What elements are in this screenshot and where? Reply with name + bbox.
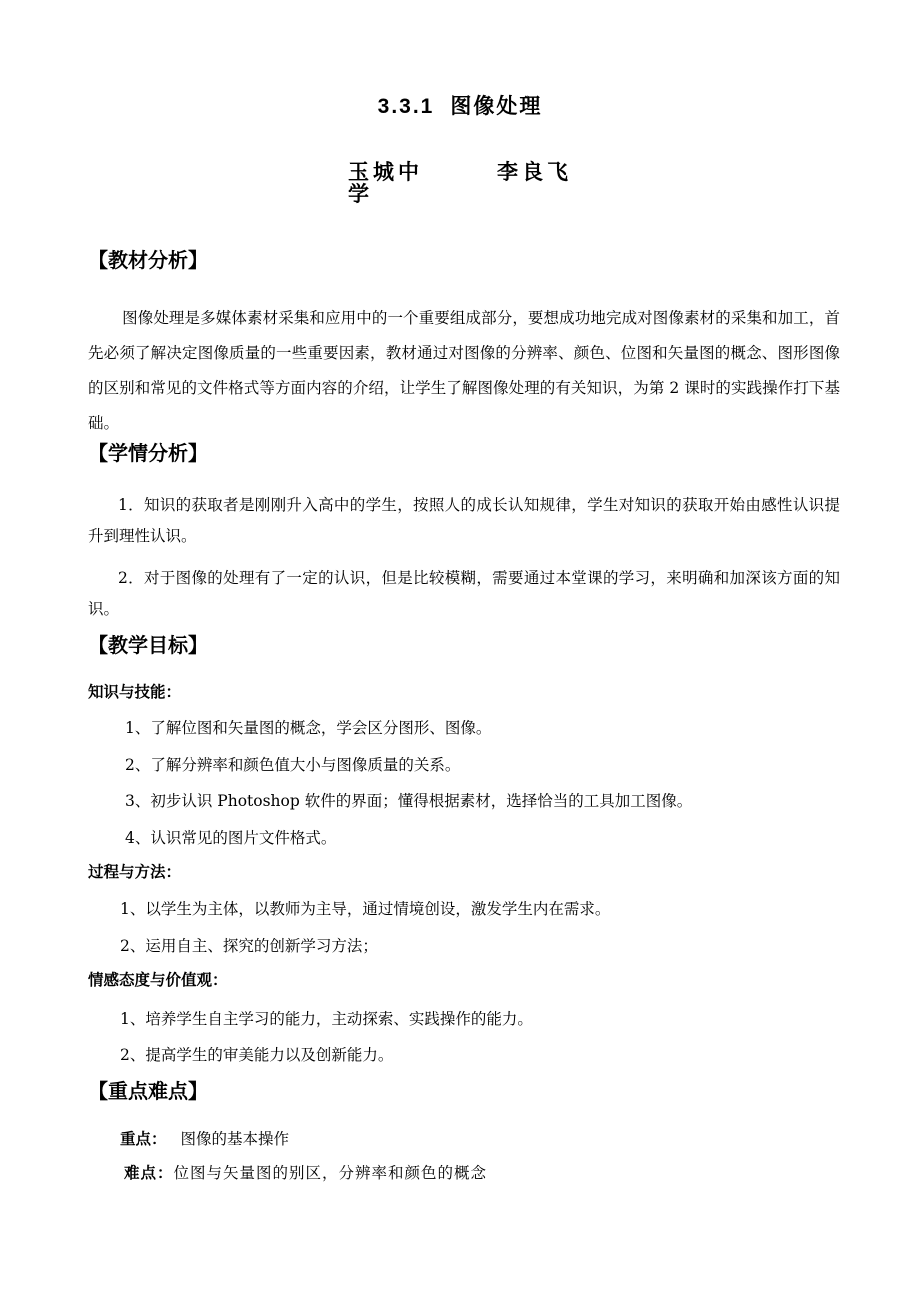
process-methods-item-2: 2、运用自主、探究的创新学习方法； <box>120 937 378 955</box>
author-name: 李良飞 <box>497 161 572 184</box>
difficult-point-text: 位图与矢量图的别区，分辨率和颜色的概念 <box>173 1164 488 1182</box>
heading-teaching-goals: 【教学目标】 <box>88 635 208 657</box>
knowledge-skills-item-2: 2、了解分辨率和颜色值大小与图像质量的关系。 <box>125 756 461 774</box>
material-analysis-text: 图像处理是多媒体素材采集和应用中的一个重要组成部分，要想成功地完成对图像素材的采集和加工，首先必须了解决定图像质量的一些重要因素，教材通过对图像的分辨率、颜色、位图和矢量图的概念、图形图像的区别和常见的文件格式等方面内容的介绍，让学生了解图像处理的有关知识，为第 2 课时的实践操作打下基础。 <box>88 309 840 432</box>
attitude-values-item-2: 2、提高学生的审美能力以及创新能力。 <box>120 1046 394 1064</box>
knowledge-skills-item-1: 1、了解位图和矢量图的概念，学会区分图形、图像。 <box>125 719 492 737</box>
student-analysis-item-text: 2．对于图像的处理有了一定的认识，但是比较模糊，需要通过本堂课的学习，来明确和加深该方面的知识。 <box>88 569 840 618</box>
title-number: 3.3.1 <box>377 95 435 118</box>
key-point-label: 重点： <box>120 1131 167 1148</box>
difficult-point-row <box>124 1162 487 1185</box>
student-analysis-item-2 <box>88 563 840 625</box>
school-name: 玉城中学 <box>348 161 423 206</box>
knowledge-skills-label: 知识与技能： <box>88 684 182 701</box>
heading-key-points: 【重点难点】 <box>88 1081 208 1103</box>
document-title <box>0 90 920 120</box>
student-analysis-item-1 <box>88 490 840 552</box>
title-text: 图像处理 <box>450 95 543 118</box>
attitude-values-label: 情感态度与价值观： <box>88 972 228 989</box>
knowledge-skills-item-3: 3、初步认识 Photoshop 软件的界面；懂得根据素材，选择恰当的工具加工图像。 <box>125 792 693 810</box>
student-analysis-item-text: 1．知识的获取者是刚刚升入高中的学生，按照人的成长认知规律，学生对知识的获取开始由感性认识提升到理性认识。 <box>88 496 840 545</box>
difficult-point-label: 难点： <box>124 1165 174 1182</box>
key-point-row <box>120 1128 289 1151</box>
attitude-values-item-1: 1、培养学生自主学习的能力，主动探索、实践操作的能力。 <box>120 1010 533 1028</box>
heading-student-analysis: 【学情分析】 <box>88 443 208 465</box>
process-methods-item-1: 1、以学生为主体，以教师为主导，通过情境创设，激发学生内在需求。 <box>120 900 611 918</box>
material-analysis-paragraph <box>88 301 840 441</box>
process-methods-label: 过程与方法： <box>88 864 182 881</box>
heading-material-analysis: 【教材分析】 <box>88 250 208 272</box>
knowledge-skills-item-4: 4、认识常见的图片文件格式。 <box>125 829 337 847</box>
key-point-text: 图像的基本操作 <box>180 1130 290 1148</box>
